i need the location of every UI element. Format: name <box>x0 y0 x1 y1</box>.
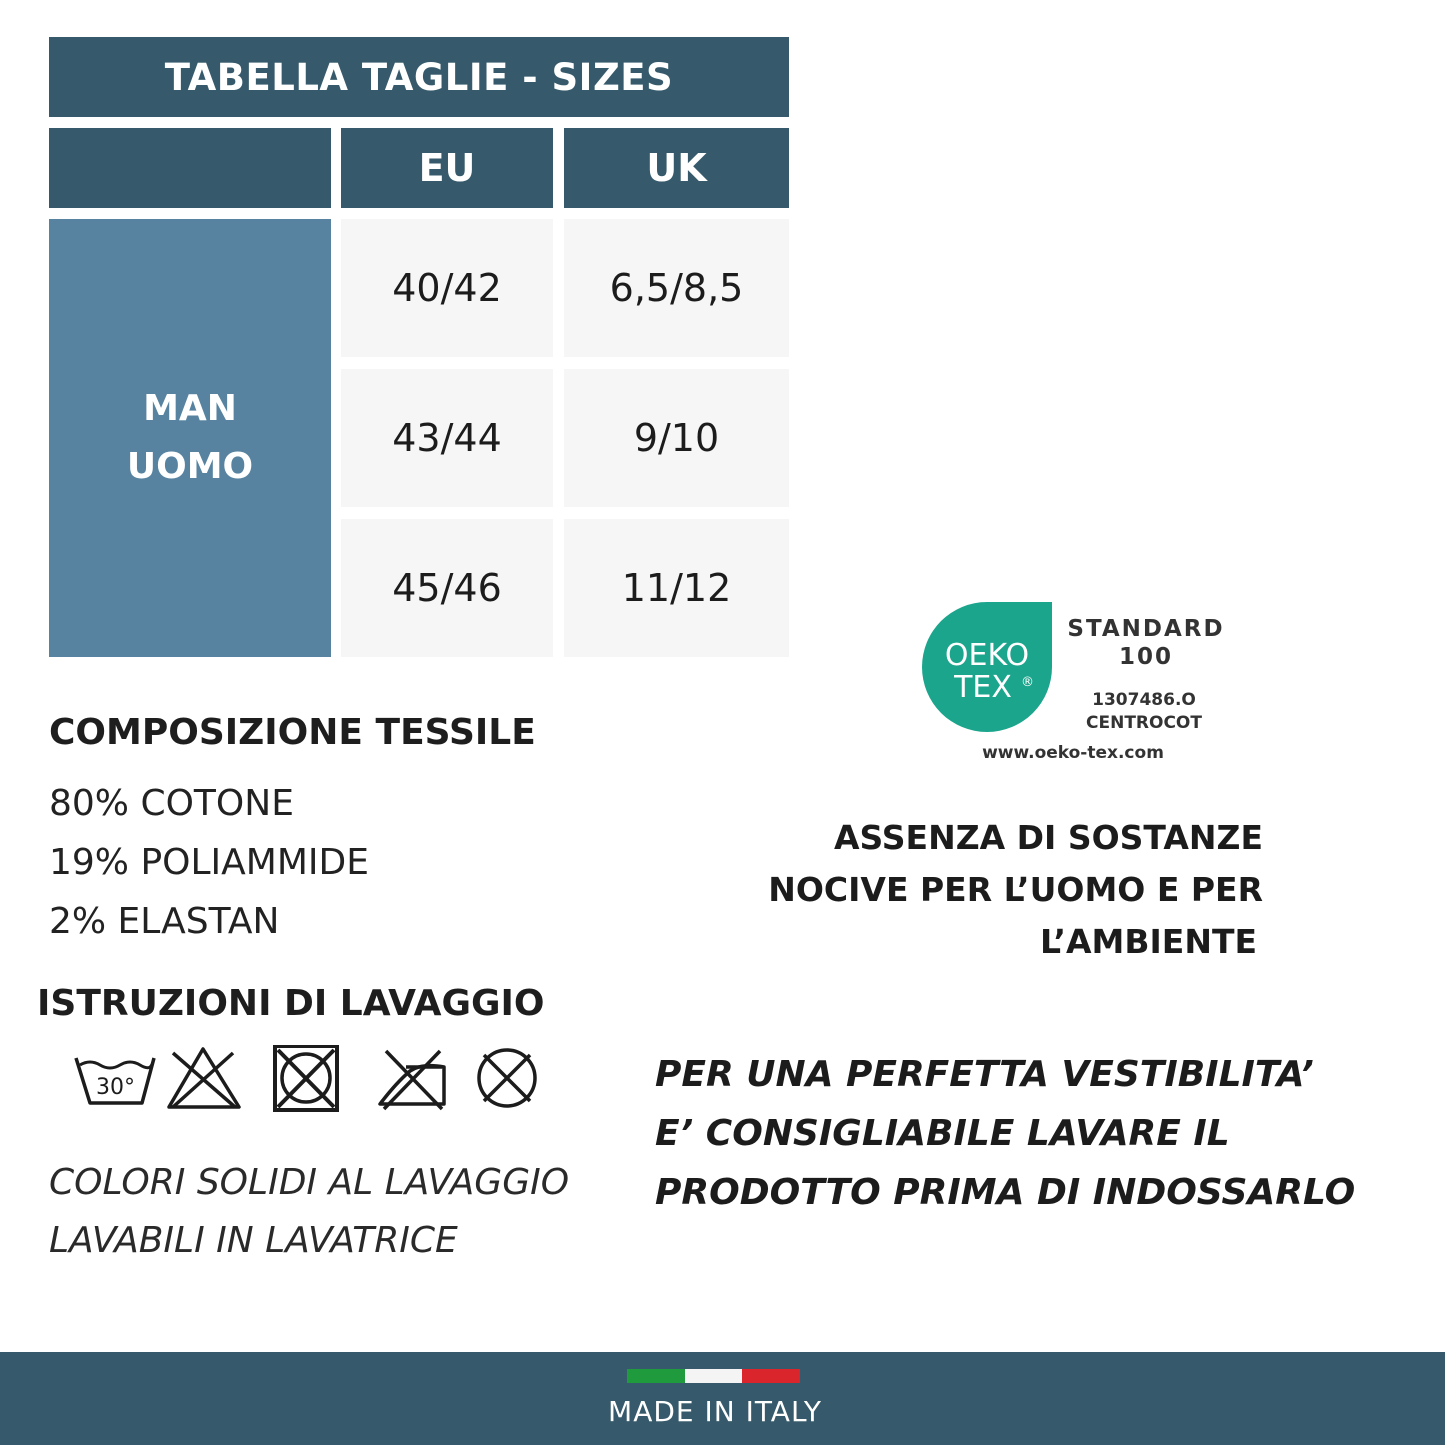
composition-item-cotton: 80% COTONE <box>49 783 294 824</box>
care-note-colors: COLORI SOLIDI AL LAVAGGIO <box>49 1162 570 1203</box>
table-cell-eu-3: 45/46 <box>341 519 553 657</box>
row-label-line2: UOMO <box>126 446 254 487</box>
no-tumble-dry-icon <box>275 1046 337 1110</box>
harmful-note-line2: NOCIVE PER L’UOMO E PER <box>768 870 1263 909</box>
composition-heading: COMPOSIZIONE TESSILE <box>49 712 536 753</box>
fit-note-line3: PRODOTTO PRIMA DI INDOSSARLO <box>655 1172 1356 1213</box>
oeko-institute: CENTROCOT <box>1086 713 1202 733</box>
no-bleach-icon <box>169 1049 239 1107</box>
table-cell-eu-2: 43/44 <box>341 369 553 507</box>
column-header-uk: UK <box>564 128 789 208</box>
fit-note-line1: PER UNA PERFETTA VESTIBILITA’ <box>655 1054 1314 1095</box>
oeko-logo-line2: TEX <box>954 670 1012 705</box>
harmful-note-line1: ASSENZA DI SOSTANZE <box>833 818 1263 857</box>
size-table-corner-header <box>49 128 331 208</box>
table-cell-eu-1: 40/42 <box>341 219 553 357</box>
size-table-title: TABELLA TAGLIE - SIZES <box>49 37 789 117</box>
composition-item-elastan: 2% ELASTAN <box>49 901 280 942</box>
column-header-eu: EU <box>341 128 553 208</box>
oeko-logo-line1: OEKO <box>944 638 1030 673</box>
harmful-substances-note <box>768 812 1263 968</box>
made-in-italy-label: MADE IN ITALY <box>608 1395 822 1428</box>
oeko-url: www.oeko-tex.com <box>982 743 1164 763</box>
oeko-certificate-number: 1307486.O <box>1092 690 1196 710</box>
wash-temp-label: 30° <box>96 1075 135 1100</box>
oeko-standard-number: 100 <box>1118 644 1174 670</box>
no-dry-clean-icon <box>479 1050 535 1106</box>
flag-red-stripe <box>742 1369 800 1383</box>
washing-heading: ISTRUZIONI DI LAVAGGIO <box>37 983 545 1024</box>
oeko-tex-label <box>915 598 1235 768</box>
table-cell-uk-3: 11/12 <box>564 519 789 657</box>
oeko-reg-mark: ® <box>1021 675 1034 690</box>
no-iron-icon <box>380 1051 444 1109</box>
row-label-line1: MAN <box>143 388 237 429</box>
composition-item-polyamide: 19% POLIAMMIDE <box>49 842 370 883</box>
table-cell-uk-2: 9/10 <box>564 369 789 507</box>
fit-note <box>655 1045 1355 1222</box>
fit-note-line2: E’ CONSIGLIABILE LAVARE IL <box>655 1113 1230 1154</box>
wash-30-icon <box>76 1058 154 1103</box>
flag-green-stripe <box>627 1369 685 1383</box>
row-label-man <box>49 219 331 657</box>
flag-white-stripe <box>685 1369 742 1383</box>
care-note-machine-wash: LAVABILI IN LAVATRICE <box>49 1220 458 1261</box>
oeko-standard-label: STANDARD <box>1067 616 1225 642</box>
harmful-note-line3: L’AMBIENTE <box>1040 922 1257 961</box>
care-symbols <box>70 1045 550 1117</box>
table-cell-uk-1: 6,5/8,5 <box>564 219 789 357</box>
